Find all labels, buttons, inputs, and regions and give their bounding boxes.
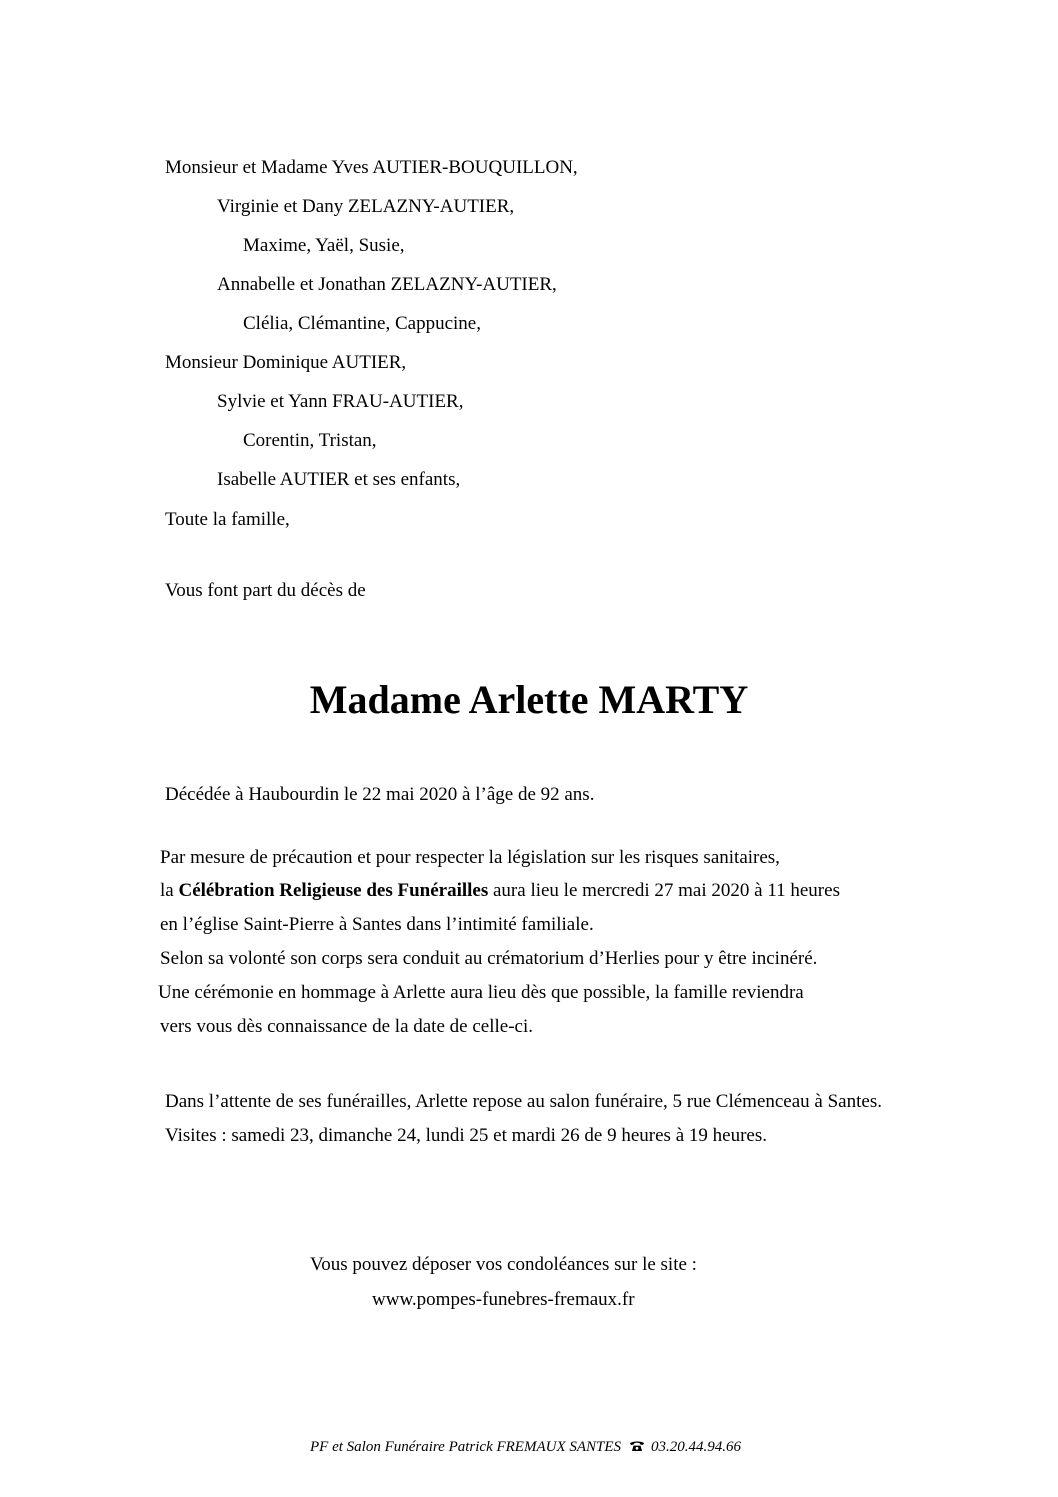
family-line-4: Annabelle et Jonathan ZELAZNY-AUTIER, bbox=[217, 274, 557, 295]
family-line-1: Monsieur et Madame Yves AUTIER-BOUQUILLON, bbox=[165, 157, 578, 178]
ceremony-line-3: en l’église Saint-Pierre à Santes dans l’intimité familiale. bbox=[160, 914, 594, 935]
ceremony-line-1: Par mesure de précaution et pour respecter la législation sur les risques sanitaires, bbox=[160, 847, 780, 868]
telephone-icon bbox=[629, 1438, 645, 1450]
ceremony-title-bold: Célébration Religieuse des Funérailles bbox=[178, 880, 489, 901]
ceremony-line-2-prefix: la bbox=[160, 880, 179, 901]
visits-line-1: Dans l’attente de ses funérailles, Arlette repose au salon funéraire, 5 rue Clémenceau à Santes. bbox=[165, 1091, 882, 1112]
ceremony-line-2-suffix: aura lieu le mercredi 27 mai 2020 à 11 heures bbox=[488, 880, 840, 901]
family-line-6: Monsieur Dominique AUTIER, bbox=[165, 352, 407, 373]
ceremony-line-2 bbox=[160, 879, 840, 903]
family-line-5: Clélia, Clémantine, Cappucine, bbox=[243, 313, 481, 334]
ceremony-line-4: Selon sa volonté son corps sera conduit au crématorium d’Herlies pour y être incinéré. bbox=[160, 948, 818, 969]
visits-line-2: Visites : samedi 23, dimanche 24, lundi 25 et mardi 26 de 9 heures à 19 heures. bbox=[165, 1125, 767, 1146]
footer-company: PF et Salon Funéraire Patrick FREMAUX SANTES bbox=[310, 1439, 622, 1455]
family-line-8: Corentin, Tristan, bbox=[243, 430, 377, 451]
family-line-9: Isabelle AUTIER et ses enfants, bbox=[217, 469, 461, 490]
footer bbox=[310, 1437, 741, 1457]
ceremony-line-5: Une cérémonie en hommage à Arlette aura lieu dès que possible, la famille reviendra bbox=[158, 982, 804, 1003]
footer-phone: 03.20.44.94.66 bbox=[651, 1439, 742, 1455]
family-line-7: Sylvie et Yann FRAU-AUTIER, bbox=[217, 391, 464, 412]
condolences-url[interactable]: www.pompes-funebres-fremaux.fr bbox=[372, 1289, 635, 1310]
family-line-3: Maxime, Yaël, Susie, bbox=[243, 235, 405, 256]
deceased-name: Madame Arlette MARTY bbox=[309, 677, 749, 722]
condolences-text: Vous pouvez déposer vos condoléances sur le site : bbox=[310, 1254, 697, 1275]
announcement-text: Vous font part du décès de bbox=[165, 580, 366, 601]
family-line-10: Toute la famille, bbox=[165, 509, 290, 530]
ceremony-line-6: vers vous dès connaissance de la date de celle-ci. bbox=[160, 1016, 533, 1037]
death-details: Décédée à Haubourdin le 22 mai 2020 à l’âge de 92 ans. bbox=[165, 784, 595, 805]
family-line-2: Virginie et Dany ZELAZNY-AUTIER, bbox=[217, 196, 515, 217]
